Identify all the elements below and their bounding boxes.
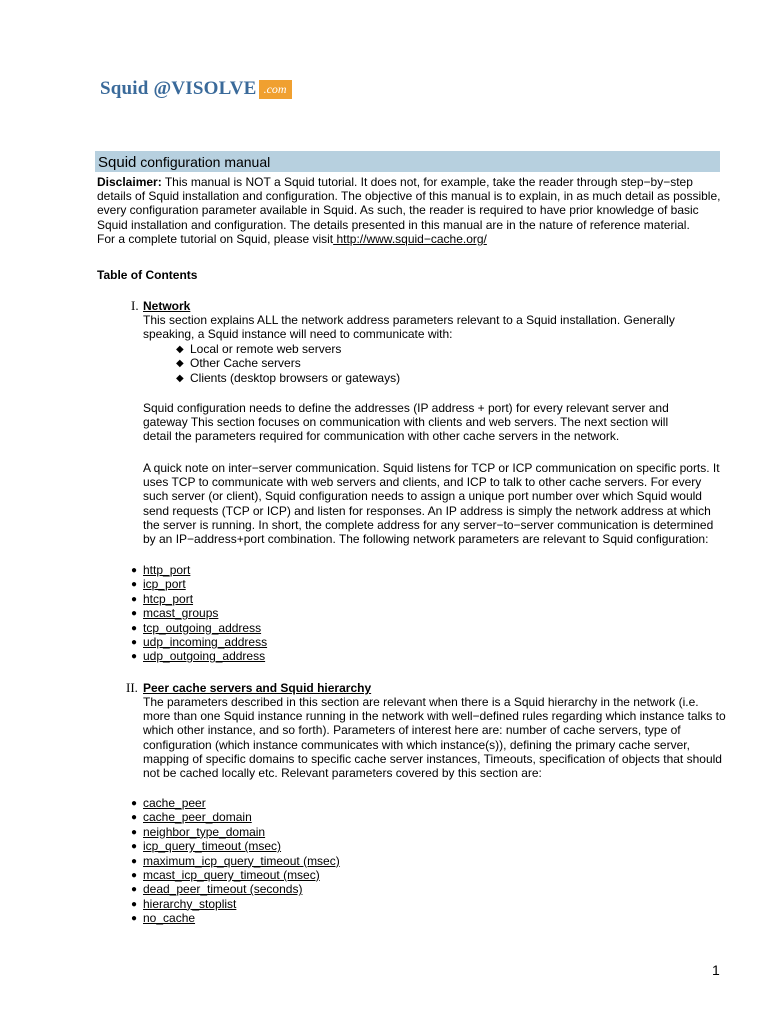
disclaimer-line-3: every configuration parameter available in Squid. As such, the reader is required to have prior knowledge of basic [97,203,699,218]
param-link-icp-port[interactable]: icp_port [143,577,186,592]
section-1-parameter-list [133,563,267,664]
bullet-icon: ● [131,898,138,910]
bullet-icon: ● [131,798,138,809]
list-item: ◆ Local or remote web servers [176,342,342,356]
bullet-icon: ● [131,855,138,867]
section-2-intro: The parameters described in this section are relevant when there is a Squid hierarchy in the network (i.e. more than one Squid instance running in the network with well−defined rules regarding which instance talks to which other instance, and so forth). Parameters of interest here are: number of cache servers, type of configuration (which instance communicates with which instance(s)), defining the primary cache server, mapping of specific domains to specific cache server instances, Timeouts, specification of objects that should not be cached locally etc. Relevant parameters covered by this section are: [143,695,726,781]
list-item [133,796,340,810]
bullet-icon: ● [131,841,138,853]
table-of-contents-heading: Table of Contents [97,268,198,282]
param-link-udp-outgoing-address[interactable]: udp_outgoing_address [143,649,266,664]
bullet-icon: ● [131,913,138,925]
param-link-mcast-groups[interactable]: mcast_groups [143,606,219,621]
list-item: ◆ Other Cache servers [176,356,301,371]
param-link-mcast-icp-query-timeout[interactable]: mcast_icp_query_timeout (msec) [143,867,320,882]
param-link-dead-peer-timeout[interactable]: dead_peer_timeout (seconds) [143,882,303,897]
title-configuration-manual: configuration manual [136,154,271,170]
document-title-bar [95,151,720,172]
section-1-paragraph-2: Squid configuration needs to define the addresses (IP address + port) for every relevant server and gateway This section focuses on communication with clients and web servers. The next section will detail the parameters required for communication with other cache servers in the network. [143,401,669,444]
title-squid: Squid [98,154,137,171]
list-item [133,635,267,649]
param-link-hierarchy-stoplist[interactable]: hierarchy_stoplist [143,896,237,911]
list-item [133,868,340,882]
param-link-icp-query-timeout[interactable]: icp_query_timeout (msec) [143,839,282,854]
disclaimer-line-4: Squid installation and configuration. The details presented in this manual are in the nature of reference material. [97,217,690,232]
list-item [133,810,340,824]
diamond-bullet-icon: ◆ [176,372,184,384]
list-item: ◆ Clients (desktop browsers or gateways) [176,370,401,385]
param-link-htcp-port[interactable]: htcp_port [143,591,194,606]
param-link-maximum-icp-query-timeout[interactable]: maximum_icp_query_timeout (msec) [143,853,340,868]
list-item [133,839,340,853]
section-1-number: I. [131,298,139,313]
bullet-icon: ● [131,593,138,605]
visolve-logo [100,78,292,100]
list-item [133,897,340,911]
page-number: 1 [712,962,720,978]
bullet-icon: ● [131,565,138,576]
section-2-title[interactable]: Peer cache servers and Squid hierarchy [143,681,372,695]
param-link-http-port[interactable]: http_port [143,563,191,577]
disclaimer-line-2: details of Squid installation and configuration. The objective of this manual is to explain, in as much detail as possible, [97,189,721,204]
bullet-icon: ● [131,651,138,663]
bullet-icon: ● [131,608,138,620]
list-item [133,621,267,635]
list-item [133,882,340,896]
param-link-udp-incoming-address[interactable]: udp_incoming_address [143,634,268,649]
list-item [133,592,267,606]
param-link-tcp-outgoing-address[interactable]: tcp_outgoing_address [143,620,262,635]
section-1-title[interactable]: Network [143,299,191,313]
disclaimer-label: Disclaimer: [97,175,162,189]
logo-com-badge: .com [259,80,292,99]
disclaimer-line-1: Disclaimer: This manual is NOT a Squid tutorial. It does not, for example, take the reader through step−by−step [97,175,693,189]
param-link-cache-peer[interactable]: cache_peer [143,796,206,810]
bullet-icon: ● [131,812,138,824]
disclaimer-paragraph [97,175,727,246]
squid-cache-link[interactable]: http://www.squid−cache.org/ [333,231,487,246]
bullet-icon: ● [131,826,138,838]
list-item [133,854,340,868]
section-2-number: II. [126,680,138,695]
param-link-no-cache[interactable]: no_cache [143,911,196,926]
list-item [133,577,267,591]
list-item [133,563,267,577]
logo-brand-text: Squid @VISOLVE [100,78,257,99]
diamond-bullet-icon: ◆ [176,344,184,355]
disclaimer-line-5: For a complete tutorial on Squid, please visit http://www.squid−cache.org/ [97,231,487,246]
list-item [133,911,340,925]
param-link-neighbor-type-domain[interactable]: neighbor_type_domain [143,824,266,839]
section-1-paragraph-3: A quick note on inter−server communication. Squid listens for TCP or ICP communication on specific ports. It uses TCP to communicate with web servers and clients, and ICP to talk to other cache servers. For every such server (or client), Squid configuration needs to assign a unique port number over which Squid would send requests (TCP or ICP) and listen for responses. An IP address is simply the network address at which the server is running. In short, the complete address for any server−to−server communication is determined by an IP−address+port combination. The following network parameters are relevant to Squid configuration: [143,461,720,547]
section-2-parameter-list [133,796,340,926]
list-item [133,825,340,839]
bullet-icon: ● [131,622,138,634]
section-1-communication-list [176,342,400,385]
list-item [133,649,267,663]
bullet-icon: ● [131,579,138,591]
bullet-icon: ● [131,636,138,648]
diamond-bullet-icon: ◆ [176,358,184,370]
bullet-icon: ● [131,869,138,881]
bullet-icon: ● [131,884,138,896]
section-1-intro: This section explains ALL the network address parameters relevant to a Squid installation. Generally speaking, a Squid instance will need to communicate with: [143,313,675,342]
param-link-cache-peer-domain[interactable]: cache_peer_domain [143,810,252,825]
list-item [133,606,267,620]
